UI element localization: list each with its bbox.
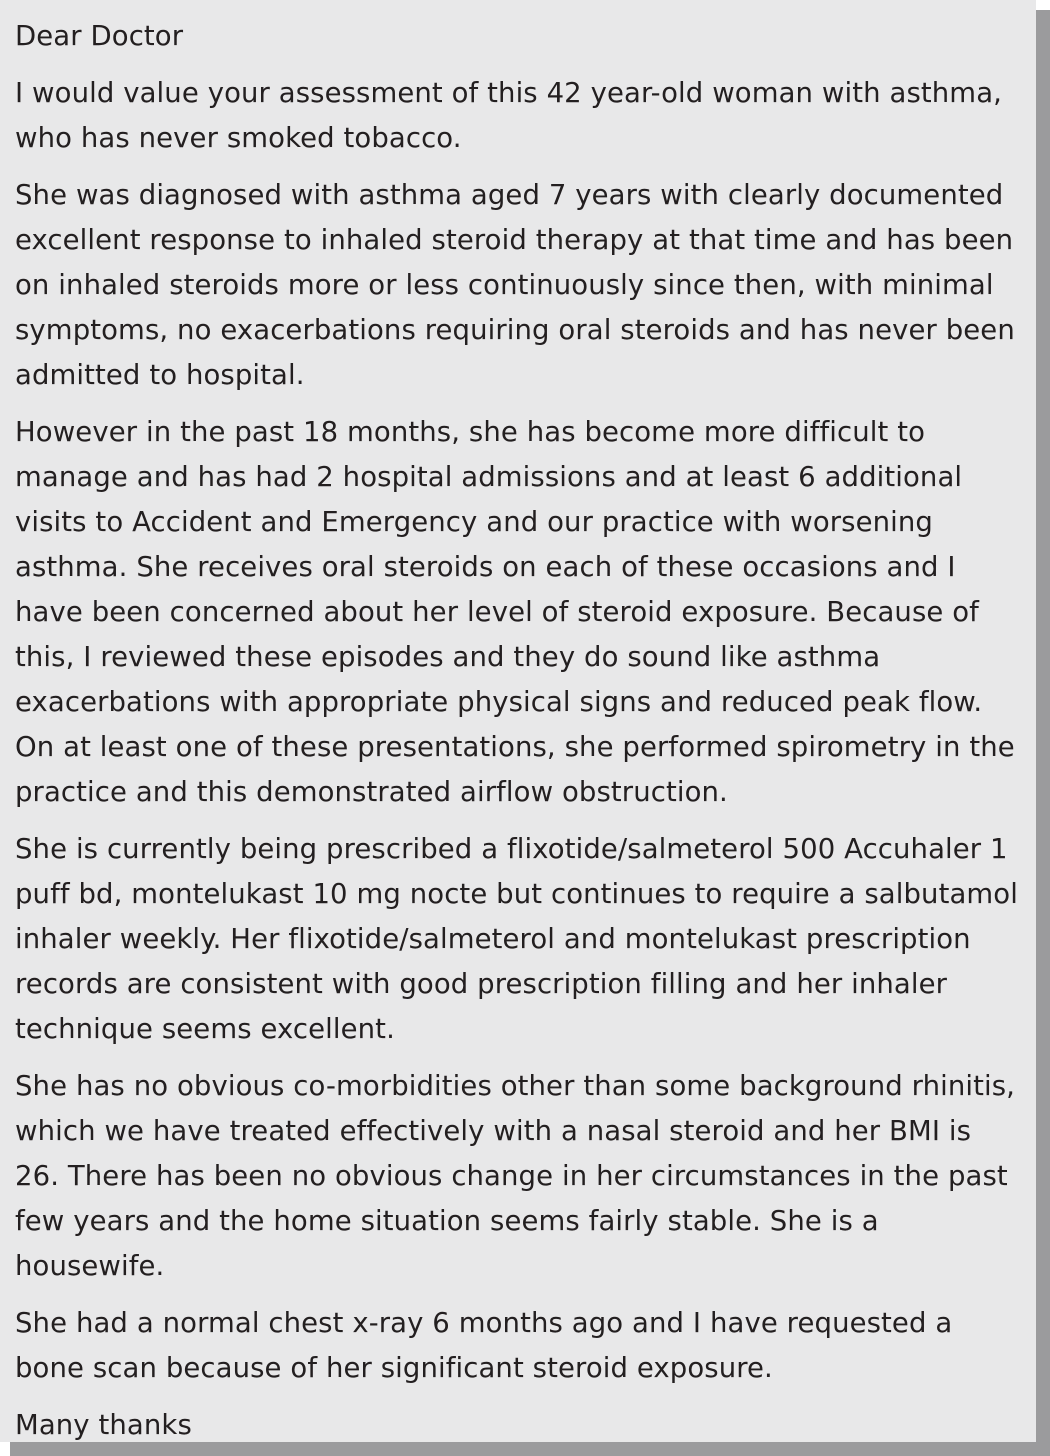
letter-salutation: Dear Doctor [15,20,184,52]
letter-paragraph-investigations: She had a normal chest x-ray 6 months ago and I have requested a bone scan because of her significant steroid exposure. [15,1307,953,1384]
letter-paragraph-recent: However in the past 18 months, she has become more difficult to manage and has had 2 hospital admissions and at least 6 additional visits to Accident and Emergency and our practice with worsening asthma. She receives oral steroids on each of these occasions and I have been concerned about her level of steroid exposure. Because of this, I reviewed these episodes and they do sound like asthma exacerbations with appropriate physical signs and reduced peak flow. On at least one of these presentations, she performed spirometry in the practice and this demonstrated airflow obstruction. [15,416,1015,808]
letter-paragraph-intro: I would value your assessment of this 42 year-old woman with asthma, who has never smoked tobacco. [15,77,1002,154]
letter-closing: Many thanks [15,1409,192,1441]
letter-paragraph-history: She was diagnosed with asthma aged 7 years with clearly documented excellent response to inhaled steroid therapy at that time and has been on inhaled steroids more or less continuously since then, with minimal symptoms, no exacerbations requiring oral steroids and has never been admitted to hospital. [15,179,1015,391]
letter-paragraph-medication: She is currently being prescribed a flixotide/salmeterol 500 Accuhaler 1 puff bd, montelukast 10 mg nocte but continues to require a salbutamol inhaler weekly. Her flixotide/salmeterol and montelukast prescription records are consistent with good prescription filling and her inhaler technique seems excellent. [15,833,1018,1045]
letter-paragraph-comorbidities: She has no obvious co-morbidities other than some background rhinitis, which we have treated effectively with a nasal steroid and her BMI is 26. There has been no obvious change in her circumstances in the past few years and the home situation seems fairly stable. She is a housewife. [15,1070,1015,1282]
